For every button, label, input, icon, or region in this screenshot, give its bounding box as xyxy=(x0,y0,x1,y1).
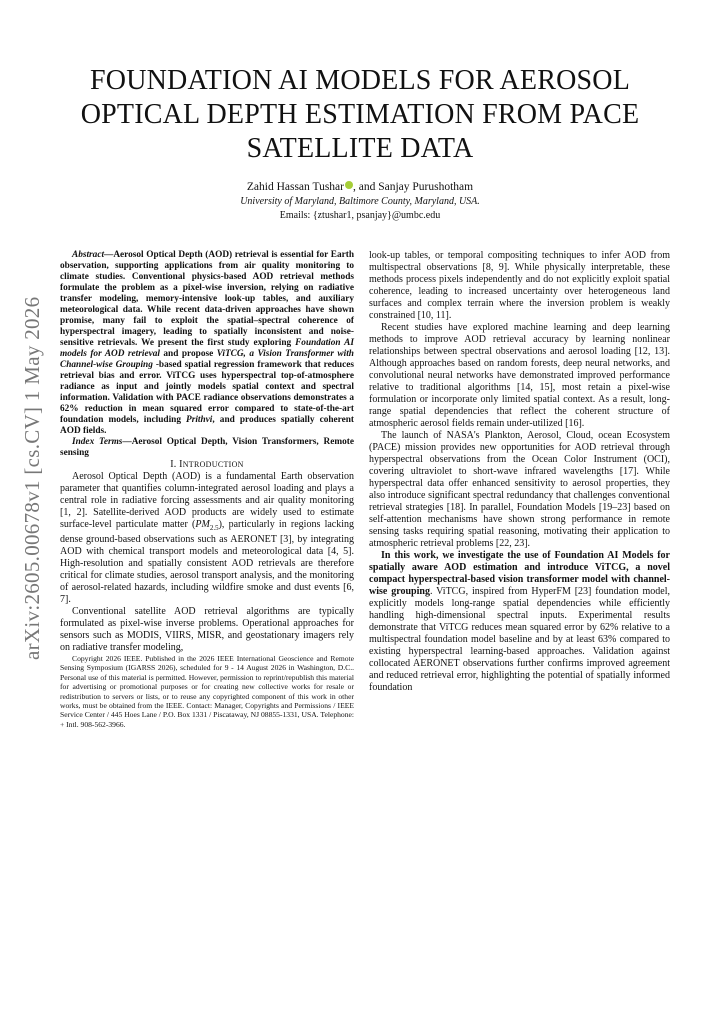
section-heading-introduction xyxy=(60,459,354,471)
abstract-text: , and produces spatially coherent AOD fields. xyxy=(60,415,354,436)
body-paragraph: look-up tables, or temporal compositing techniques to infer AOD from multispectral observations [8, 9]. While physically interpretable, these methods process pixels independently and do not explicitly exploit spatial coherence, leading to increased uncertainty over heterogeneous land surfaces and complex terrain where the inversion problem is weakly constrained [10, 11]. xyxy=(369,250,670,321)
body-paragraph: Recent studies have explored machine learning and deep learning methods to improve AOD retrieval accuracy by learning nonlinear relationships between spectral observations and aerosol loading [12, 13]. Although approaches based on random forests, deep neural networks, and convolutional neural networks have demonstrated improved performance relative to traditional algorithms [14, 15], most retain a pixel-wise formulation or incorporate only limited spatial context. As a result, long-range spatial dependencies that reflect the coherent structure of atmospheric aerosol fields remain under-utilized [16]. xyxy=(369,322,670,429)
author-rest: , and Sanjay Purushotham xyxy=(353,181,474,193)
abstract-text: Aerosol Optical Depth (AOD) retrieval is essential for Earth observation, supporting applications from air quality monitoring to climate studies. Conventional physics-based AOD retrieval methods formulate the problem as a pixel-wise inversion, relying on radiative transfer modeling, memory-intensive look-up tables, and auxiliary meteorological data. While recent data-driven approaches have shown promise, many fail to exploit the spatial–spectral coherence of hyperspectral imagery, leading to spatially inconsistent and noise-sensitive retrievals. We present the first study exploring xyxy=(60,250,354,348)
body-paragraph: The launch of NASA's Plankton, Aerosol, Cloud, ocean Ecosystem (PACE) mission provides new opportunities for AOD retrieval through hyperspectral observations from the Ocean Color Instrument (OCI), covering ultraviolet to short-wave infrared wavelengths [17]. While hyperspectral data offer enhanced sensitivity to aerosol properties, they also introduce significant spectral redundancy that challenges conventional retrieval strategies [18]. In parallel, Foundation Models [19–23] based on self-attention mechanisms have shown strong performance in remote sensing tasks requiring spatial reasoning, motivating their application to atmospheric retrieval problems [22, 23]. xyxy=(369,430,670,549)
intro-paragraph: Conventional satellite AOD retrieval algorithms are typically formulated as pixel-wise inverse problems. Operational approaches for sensors such as MODIS, VIIRS, MISR, and geostationary imagers rely on radiative transfer modeling, xyxy=(60,606,354,653)
author-list xyxy=(60,180,660,194)
intro-text: Aerosol Optical Depth (AOD) is a fundamental Earth observation parameter that quantifies column-integrated aerosol loading and plays a central role in radiative forcing assessments and air quality monitoring [1, 2]. Satellite-derived AOD products are widely used to estimate surface-level particulate matter ( xyxy=(60,471,354,530)
pm-symbol: PM xyxy=(195,519,210,530)
section-numeral: I. I xyxy=(170,459,183,470)
orcid-icon[interactable] xyxy=(345,181,353,189)
left-column xyxy=(60,250,354,729)
abstract-text: -based spatial regression framework that reduces retrieval bias and error. ViTCG uses hyperspectral top-of-atmosphere radiance as input and jointly models spatial context and spectral information. Validation with PACE radiance observations demonstrates a 62% reduction in mean squared error compared to state-of-the-art foundation models, including xyxy=(60,360,354,425)
right-column xyxy=(369,250,670,694)
abstract-emph: Foundation AI models for AOD retrieval xyxy=(60,338,354,359)
intro-text: ), particularly in regions lacking dense ground-based observations such as AERONET [3], by integrating AOD with chemical transport models and meteorological data [4, 5]. High-resolution and spatially consistent AOD retrievals are therefore critical for climate studies, aerosol transport analysis, and the monitoring of aerosol-related hazards, including wildfire smoke and dust events [6, 7]. xyxy=(60,519,354,605)
abstract-emph: Prithvi xyxy=(186,415,213,425)
abstract xyxy=(60,250,354,437)
contribution-text: . ViTCG, inspired from HyperFM [23] foundation model, explicitly models long-range spatial dependencies while efficiently handling high-dimensional spectral inputs. Experimental results demonstrate that ViTCG reduces mean squared error by 62% relative to a multispectral foundation model baseline and by at least 63% compared to existing hyperspectral learning-based approaches. Validation against collocated AERONET observations further confirms improved agreement and reduced retrieval error, highlighting the potential of spatially informed foundation xyxy=(369,586,670,693)
abstract-text: and propose xyxy=(159,349,217,359)
title-line: FOUNDATION AI MODELS FOR AEROSOL xyxy=(90,65,630,96)
index-terms xyxy=(60,437,354,459)
contribution-lead: In this work, we investigate the use of Foundation AI Models for spatially aware AOD estimation and introduce ViTCG, a novel compact hyperspectral-based vision transformer model with channel-wise grouping xyxy=(369,550,670,597)
arxiv-identifier: arXiv:2605.00678v1 [cs.CV] 1 May 2026 xyxy=(20,296,44,660)
title-line: SATELLITE DATA xyxy=(246,133,474,164)
copyright-notice: Copyright 2026 IEEE. Published in the 2026 IEEE International Geoscience and Remote Sensing Symposium (IGARSS 2026), scheduled for 9 - 14 August 2026 in Washington, D.C.. Personal use of this material is permitted. However, permission to reprint/republish this material for advertising or promotional purposes or for creating new collective works for resale or redistribution to servers or lists, or to reuse any copyrighted component of this work in other works, must be obtained from the IEEE. Contact: Manager, Copyrights and Permissions / IEEE Service Center / 445 Hoes Lane / P.O. Box 1331 / Piscataway, NJ 08855-1331, USA. Telephone: + Intl. 908-562-3966. xyxy=(60,654,354,729)
abstract-label: Abstract xyxy=(72,250,105,260)
affiliation: University of Maryland, Baltimore County, Maryland, USA. xyxy=(240,196,480,207)
abstract-dash: — xyxy=(104,250,114,260)
author-first: Zahid Hassan Tushar xyxy=(246,181,344,193)
intro-paragraph xyxy=(60,471,354,606)
title-line: OPTICAL DEPTH ESTIMATION FROM PACE xyxy=(80,99,640,130)
abstract-emph: ViTCG, a Vision Transformer with Channel-wise Grouping xyxy=(60,349,354,370)
index-terms-text: Aerosol Optical Depth, Vision Transformers, Remote sensing xyxy=(60,437,354,458)
emails: Emails: {ztushar1, psanjay}@umbc.edu xyxy=(279,210,441,221)
index-terms-label: Index Terms xyxy=(72,437,123,447)
paper-title xyxy=(60,64,660,166)
body-paragraph xyxy=(369,550,670,694)
index-terms-dash: — xyxy=(122,437,132,447)
pm-subscript: 2.5 xyxy=(209,524,219,532)
section-title: NTRODUCTION xyxy=(182,460,244,469)
